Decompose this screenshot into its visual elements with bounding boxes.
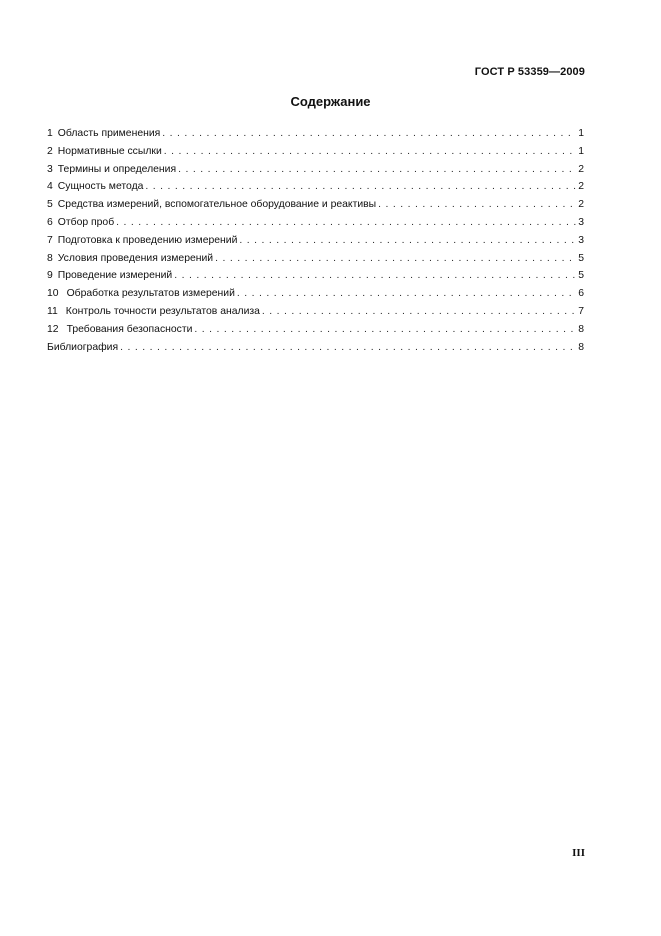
- toc-list: [47, 125, 584, 356]
- toc-item-number: 11: [47, 305, 58, 317]
- toc-item-title: Библиография: [47, 341, 119, 353]
- document-code: ГОСТ Р 53359—2009: [474, 66, 585, 78]
- toc-leader-dots: [194, 321, 576, 339]
- toc-item-number: 1: [47, 128, 53, 139]
- toc-leader-dots: [120, 339, 576, 357]
- toc-item[interactable]: [47, 125, 584, 143]
- toc-item-title: Термины и определения: [57, 163, 177, 175]
- toc-item[interactable]: [47, 178, 584, 196]
- toc-leader-dots: [162, 125, 576, 143]
- toc-item[interactable]: [47, 303, 584, 321]
- toc-item[interactable]: [47, 250, 584, 268]
- toc-item-title: Нормативные ссылки: [57, 145, 162, 157]
- toc-item-title: Условия проведения измерений: [57, 252, 214, 264]
- toc-item[interactable]: [47, 285, 584, 303]
- toc-item-number: 5: [47, 199, 53, 211]
- toc-leader-dots: [262, 303, 576, 321]
- toc-item-number: 9: [47, 270, 53, 282]
- toc-leader-dots: [178, 161, 576, 179]
- toc-item-title: Требования безопасности: [66, 323, 193, 335]
- toc-item[interactable]: [47, 232, 584, 250]
- toc-item-number: 2: [47, 145, 53, 157]
- toc-item[interactable]: [47, 196, 584, 214]
- toc-item-number: 6: [47, 216, 53, 228]
- toc-item-page: 2: [578, 181, 584, 193]
- toc-item-page: 7: [578, 305, 584, 317]
- toc-item-title: Обработка результатов измерений: [66, 288, 235, 300]
- toc-leader-dots: [239, 232, 576, 250]
- toc-leader-dots: [237, 285, 576, 303]
- toc-leader-dots: [378, 196, 576, 214]
- toc-item-page: 2: [578, 163, 584, 175]
- toc-item[interactable]: [47, 321, 584, 339]
- toc-leader-dots: [215, 250, 576, 268]
- toc-item-page: 1: [578, 128, 584, 139]
- toc-item-title: Средства измерений, вспомогательное оборудование и реактивы: [57, 199, 377, 211]
- toc-item[interactable]: [47, 143, 584, 161]
- toc-item-number: 10: [47, 288, 59, 300]
- toc-item-page: 5: [578, 252, 584, 264]
- toc-item-page: 2: [578, 199, 584, 211]
- toc-item-title: Сущность метода: [57, 181, 144, 193]
- toc-item-page: 6: [578, 288, 584, 300]
- toc-item-page: 3: [578, 234, 584, 246]
- toc-item[interactable]: [47, 267, 584, 285]
- toc-leader-dots: [174, 267, 576, 285]
- toc-title: Содержание: [290, 94, 371, 109]
- toc-item-page: 5: [578, 270, 584, 282]
- toc-item-title: Проведение измерений: [57, 270, 173, 282]
- toc-item-number: 3: [47, 163, 53, 175]
- toc-item-page: 3: [578, 216, 584, 228]
- toc-item-number: 4: [47, 181, 53, 193]
- toc-item[interactable]: [47, 161, 584, 179]
- toc-item-title: Область применения: [57, 128, 161, 139]
- page-number: III: [572, 847, 585, 859]
- toc-leader-dots: [164, 143, 576, 161]
- toc-item-page: 1: [578, 145, 584, 157]
- toc-item-title: Контроль точности результатов анализа: [65, 305, 260, 317]
- toc-leader-dots: [145, 178, 576, 196]
- toc-item-page: 8: [578, 323, 584, 335]
- toc-item-number: 8: [47, 252, 53, 264]
- toc-item-title: Отбор проб: [57, 216, 115, 228]
- toc-item-number: 7: [47, 234, 53, 246]
- toc-leader-dots: [116, 214, 576, 232]
- toc-item-number: 12: [47, 323, 59, 335]
- toc-item-page: 8: [578, 341, 584, 353]
- toc-item-bibliography[interactable]: [47, 339, 584, 357]
- toc-item[interactable]: [47, 214, 584, 232]
- toc-item-title: Подготовка к проведению измерений: [57, 234, 238, 246]
